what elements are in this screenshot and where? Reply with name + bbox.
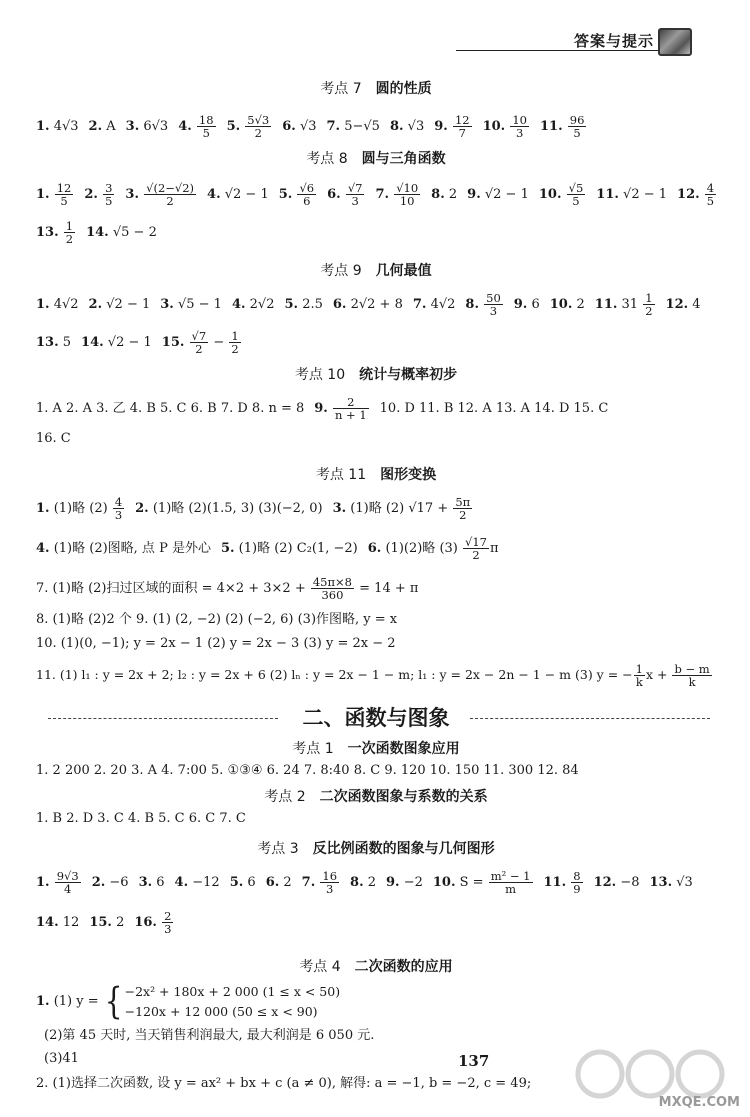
answers-9-row2: 13. 5 14. √2 − 1 15. $\frac{√7}{2}$ − $\frac{1}{2}$ — [36, 329, 239, 356]
left-brace-icon: { — [104, 979, 123, 1023]
section-title-8: 考点 8 圆与三角函数 — [306, 151, 446, 167]
chapter-rule-right — [470, 718, 710, 719]
page-number: 137 — [458, 1052, 490, 1070]
section-title-f4: 考点 4 二次函数的应用 — [299, 959, 453, 975]
answers-7: 1. 4√3 2. A 3. 6√3 4. $\frac{18}{5}$ 5. $\frac{5√3}{2}$ 6. √3 7. 5−√5 8. √3 9. $\frac{12}{7}$ 10. $\frac{10}{3}$ 11. $\frac{96}{5}$ — [36, 113, 585, 140]
header-logo-icon — [658, 28, 692, 56]
answers-f4-row1: 1. (1) y = { −2x² + 180x + 2 000 (1 ≤ x < 50) −120x + 12 000 (50 ≤ x < 90) — [36, 979, 341, 1023]
answers-f4-row2: (2)第 45 天时, 当天销售利润最大, 最大利润是 6 050 元. — [44, 1028, 375, 1043]
answers-11-row6: 11. (1) l₁ : y = 2x + 2; l₂ : y = 2x + 6 (2) lₙ : y = 2x − 1 − m; l₁ : y = 2x − 2n − 1 − m (3) y = − $\frac{1}{k}$ x + $\frac{b - m}{k}$ — [36, 662, 710, 689]
answers-10-row2: 16. C — [36, 431, 71, 446]
answers-9-row1: 1. 4√2 2. √2 − 1 3. √5 − 1 4. 2√2 5. 2.5 6. 2√2 + 8 7. 4√2 8. $\frac{50}{3}$ 9. 6 10. 2 11. 31 $\frac{1}{2}$ 12. 4 — [36, 291, 701, 318]
answers-8-row1: 1. $\frac{12}{5}$ 2. $\frac{3}{5}$ 3. $\frac{√(2-√2)}{2}$ 4. √2 − 1 5. $\frac{√6}{6}$ 6. $\frac{√7}{3}$ 7. $\frac{√10}{10}$ 8. 2 9. √2 − 1 10. $\frac{√5}{5}$ 11. √2 − 1 12. $\frac{4}{5}$ — [36, 181, 715, 208]
section-title-f1: 考点 1 一次函数图象应用 — [292, 741, 460, 757]
answers-11-row2: 4. (1)略 (2)图略, 点 P 是外心 5. (1)略 (2) C₂(1, −2) 6. (1)(2)略 (3) $\frac{√17}{2}$ π — [36, 535, 499, 562]
answers-8-row2: 13. $\frac{1}{2}$ 14. √5 − 2 — [36, 219, 157, 246]
answers-f4-row4: 2. (1)选择二次函数, 设 y = ax² + bx + c (a ≠ 0), 解得: a = −1, b = −2, c = 49; — [36, 1076, 532, 1091]
chapter-heading — [36, 702, 716, 736]
answers-f3-row2: 14. 12 15. 2 16. $\frac{2}{3}$ — [36, 909, 172, 936]
answers-11-row4: 8. (1)略 (2)2 个 9. (1) (2, −2) (2) (−2, 6) (3)作图略, y = x — [36, 612, 398, 627]
answers-f3-row1: 1. $\frac{9√3}{4}$ 2. −6 3. 6 4. −12 5. 6 6. 2 7. $\frac{16}{3}$ 8. 2 9. −2 10. S = $\frac{\text{m² − 1}}{m}$ 11. $\frac{8}{9}$ 12. −8 13. √3 — [36, 869, 693, 896]
piecewise-cases: −2x² + 180x + 2 000 (1 ≤ x < 50) −120x + 12 000 (50 ≤ x < 90) — [124, 983, 341, 1019]
header-title: 答案与提示 — [573, 32, 654, 50]
section-title-f2: 考点 2 二次函数图象与系数的关系 — [264, 789, 488, 805]
answers-f4-row3: (3)41 — [44, 1051, 79, 1066]
section-title-9: 考点 9 几何最值 — [320, 263, 432, 279]
section-title-f3: 考点 3 反比例函数的图象与几何图形 — [257, 841, 495, 857]
answers-11-row5: 10. (1)(0, −1); y = 2x − 1 (2) y = 2x − 3 (3) y = 2x − 2 — [36, 636, 396, 651]
answers-f1: 1. 2 200 2. 20 3. A 4. 7:00 5. ①③④ 6. 24 7. 8:40 8. C 9. 120 10. 150 11. 300 12. 84 — [36, 763, 579, 778]
watermark-text: MXQE.COM — [658, 1095, 740, 1110]
answers-11-row3: 7. (1)略 (2)扫过区域的面积 = 4×2 + 3×2 + $\frac{45\pi\times 8}{360}$ = 14 + π — [36, 575, 419, 602]
chapter-title: 二、函数与图象 — [302, 706, 450, 730]
answers-10-row1: 1. A 2. A 3. 乙 4. B 5. C 6. B 7. D 8. n = 8 9. $\frac{2}{n + 1}$ 10. D 11. B 12. A 13. A 14. D 15. C — [36, 395, 609, 422]
page-header — [0, 26, 750, 56]
header-rule — [456, 50, 658, 51]
section-title-10: 考点 10 统计与概率初步 — [294, 367, 458, 383]
section-title-7: 考点 7 圆的性质 — [320, 81, 432, 97]
section-title-11: 考点 11 图形变换 — [315, 467, 437, 483]
answer-content — [36, 78, 716, 1096]
answers-f2: 1. B 2. D 3. C 4. B 5. C 6. C 7. C — [36, 811, 246, 826]
answers-11-row1: 1. (1)略 (2) $\frac{4}{3}$ 2. (1)略 (2)(1.5, 3) (3)(−2, 0) 3. (1)略 (2) √17 + $\frac{5\pi}{2}$ — [36, 495, 471, 522]
